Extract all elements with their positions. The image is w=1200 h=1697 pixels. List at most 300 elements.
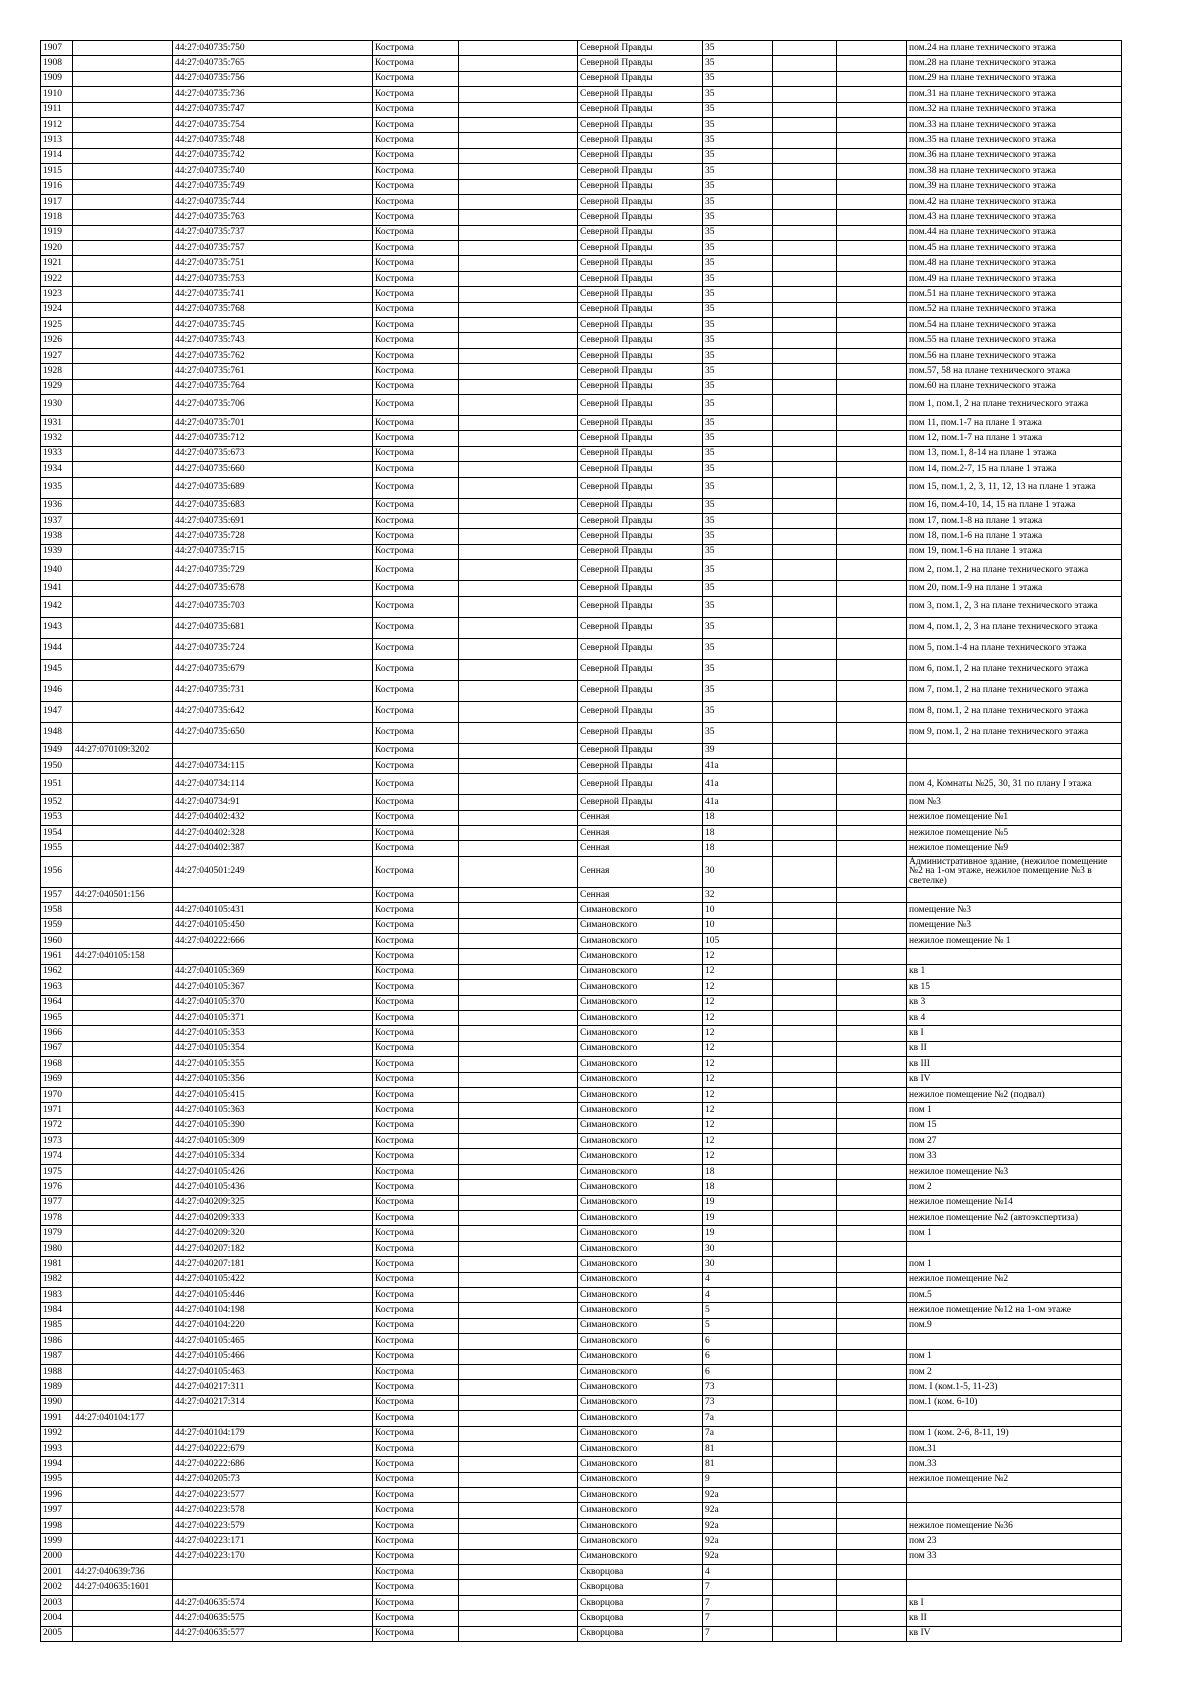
land-parcel-number-cell (73, 964, 173, 979)
empty-cell (459, 903, 578, 918)
land-parcel-number-cell (73, 1334, 173, 1349)
land-parcel-number-cell (73, 379, 173, 394)
empty-cell (773, 826, 837, 841)
table-row (41, 1272, 1122, 1287)
row-number-cell: 2000 (41, 1549, 73, 1564)
house-number-cell: 35 (703, 256, 773, 271)
cadastral-number-cell: 44:27:040735:753 (173, 271, 373, 286)
row-number-cell: 1917 (41, 194, 73, 209)
empty-cell (459, 1426, 578, 1441)
house-number-cell: 35 (703, 498, 773, 513)
city-cell: Кострома (373, 1595, 459, 1610)
house-number-cell: 35 (703, 415, 773, 430)
house-number-cell: 12 (703, 995, 773, 1010)
table-row (41, 1303, 1122, 1318)
house-number-cell: 35 (703, 617, 773, 638)
city-cell: Кострома (373, 498, 459, 513)
cadastral-number-cell: 44:27:040223:579 (173, 1518, 373, 1533)
land-parcel-number-cell (73, 477, 173, 498)
street-cell: Северной Правды (578, 529, 703, 544)
empty-cell (837, 225, 907, 240)
land-parcel-number-cell (73, 722, 173, 743)
city-cell: Кострома (373, 87, 459, 102)
land-parcel-number-cell (73, 701, 173, 722)
street-cell: Сенная (578, 887, 703, 902)
row-number-cell: 1969 (41, 1072, 73, 1087)
table-row (41, 680, 1122, 701)
empty-cell (773, 617, 837, 638)
empty-cell (773, 256, 837, 271)
row-number-cell: 1925 (41, 318, 73, 333)
empty-cell (773, 701, 837, 722)
premises-note-cell (907, 1241, 1122, 1256)
street-cell: Северной Правды (578, 680, 703, 701)
city-cell: Кострома (373, 980, 459, 995)
land-parcel-number-cell (73, 980, 173, 995)
empty-cell (773, 1488, 837, 1503)
land-parcel-number-cell: 44:27:040639:736 (73, 1565, 173, 1580)
table-row (41, 87, 1122, 102)
house-number-cell: 12 (703, 1010, 773, 1025)
row-number-cell: 1930 (41, 394, 73, 415)
land-parcel-number-cell (73, 431, 173, 446)
empty-cell (459, 1534, 578, 1549)
empty-cell (459, 41, 578, 56)
land-parcel-number-cell (73, 1087, 173, 1102)
empty-cell (459, 148, 578, 163)
empty-cell (773, 133, 837, 148)
street-cell: Северной Правды (578, 364, 703, 379)
table-row (41, 596, 1122, 617)
city-cell: Кострома (373, 1257, 459, 1272)
cadastral-number-cell: 44:27:040735:673 (173, 446, 373, 461)
land-parcel-number-cell (73, 1380, 173, 1395)
street-cell: Симановского (578, 1472, 703, 1487)
table-row (41, 995, 1122, 1010)
empty-cell (459, 964, 578, 979)
premises-note-cell: пом 14, пом.2-7, 15 на плане 1 этажа (907, 462, 1122, 477)
row-number-cell: 1970 (41, 1087, 73, 1102)
table-row (41, 1288, 1122, 1303)
street-cell: Симановского (578, 1303, 703, 1318)
empty-cell (837, 446, 907, 461)
cadastral-number-cell: 44:27:040734:115 (173, 758, 373, 773)
city-cell: Кострома (373, 1472, 459, 1487)
row-number-cell: 1953 (41, 810, 73, 825)
empty-cell (773, 918, 837, 933)
city-cell: Кострома (373, 1626, 459, 1641)
street-cell: Северной Правды (578, 560, 703, 581)
premises-note-cell: пом.24 на плане технического этажа (907, 41, 1122, 56)
row-number-cell: 1928 (41, 364, 73, 379)
city-cell: Кострома (373, 659, 459, 680)
street-cell: Симановского (578, 1288, 703, 1303)
land-parcel-number-cell (73, 446, 173, 461)
empty-cell (773, 117, 837, 132)
empty-cell (459, 617, 578, 638)
cadastral-number-cell: 44:27:040105:463 (173, 1364, 373, 1379)
empty-cell (459, 887, 578, 902)
cadastral-number-cell: 44:27:040105:426 (173, 1164, 373, 1179)
street-cell: Симановского (578, 1026, 703, 1041)
empty-cell (459, 1118, 578, 1133)
empty-cell (837, 903, 907, 918)
empty-cell (837, 1103, 907, 1118)
land-parcel-number-cell (73, 256, 173, 271)
premises-note-cell: пом 12, пом.1-7 на плане 1 этажа (907, 431, 1122, 446)
empty-cell (837, 1226, 907, 1241)
street-cell: Северной Правды (578, 415, 703, 430)
cadastral-number-cell: 44:27:040223:171 (173, 1534, 373, 1549)
street-cell: Симановского (578, 1411, 703, 1426)
city-cell: Кострома (373, 617, 459, 638)
cadastral-number-cell: 44:27:040104:179 (173, 1426, 373, 1441)
street-cell: Северной Правды (578, 758, 703, 773)
empty-cell (773, 415, 837, 430)
empty-cell (773, 271, 837, 286)
empty-cell (773, 934, 837, 949)
street-cell: Симановского (578, 1134, 703, 1149)
city-cell: Кострома (373, 513, 459, 528)
empty-cell (837, 117, 907, 132)
row-number-cell: 1988 (41, 1364, 73, 1379)
table-row (41, 1349, 1122, 1364)
premises-note-cell: пом.48 на плане технического этажа (907, 256, 1122, 271)
row-number-cell: 1951 (41, 774, 73, 795)
row-number-cell: 1966 (41, 1026, 73, 1041)
house-number-cell: 7 (703, 1595, 773, 1610)
cadastral-number-cell: 44:27:040735:761 (173, 364, 373, 379)
empty-cell (459, 1503, 578, 1518)
land-parcel-number-cell (73, 1426, 173, 1441)
city-cell: Кострома (373, 949, 459, 964)
table-row (41, 1072, 1122, 1087)
street-cell: Симановского (578, 995, 703, 1010)
street-cell: Северной Правды (578, 394, 703, 415)
empty-cell (459, 1195, 578, 1210)
empty-cell (837, 1211, 907, 1226)
street-cell: Сенная (578, 810, 703, 825)
empty-cell (773, 477, 837, 498)
house-number-cell: 35 (703, 581, 773, 596)
row-number-cell: 1947 (41, 701, 73, 722)
city-cell: Кострома (373, 934, 459, 949)
premises-note-cell (907, 758, 1122, 773)
street-cell: Сенная (578, 841, 703, 856)
row-number-cell: 1931 (41, 415, 73, 430)
empty-cell (837, 1595, 907, 1610)
house-number-cell: 35 (703, 56, 773, 71)
cadastral-number-cell: 44:27:040402:387 (173, 841, 373, 856)
row-number-cell: 1968 (41, 1057, 73, 1072)
house-number-cell: 35 (703, 462, 773, 477)
row-number-cell: 1940 (41, 560, 73, 581)
empty-cell (837, 826, 907, 841)
city-cell: Кострома (373, 102, 459, 117)
table-row (41, 194, 1122, 209)
empty-cell (459, 560, 578, 581)
land-parcel-number-cell (73, 1195, 173, 1210)
street-cell: Симановского (578, 949, 703, 964)
cadastral-number-cell: 44:27:040105:446 (173, 1288, 373, 1303)
empty-cell (773, 1472, 837, 1487)
empty-cell (837, 774, 907, 795)
cadastral-number-cell: 44:27:040501:249 (173, 856, 373, 887)
row-number-cell: 1944 (41, 638, 73, 659)
table-row (41, 841, 1122, 856)
empty-cell (459, 1103, 578, 1118)
premises-note-cell: пом 20, пом.1-9 на плане 1 этажа (907, 581, 1122, 596)
table-row (41, 1565, 1122, 1580)
cadastral-number-cell: 44:27:040735:678 (173, 581, 373, 596)
row-number-cell: 1941 (41, 581, 73, 596)
table-row (41, 581, 1122, 596)
land-parcel-number-cell (73, 1349, 173, 1364)
cadastral-number-cell: 44:27:040635:577 (173, 1626, 373, 1641)
empty-cell (837, 722, 907, 743)
cadastral-number-cell: 44:27:040735:763 (173, 210, 373, 225)
street-cell: Скворцова (578, 1611, 703, 1626)
empty-cell (459, 1087, 578, 1102)
empty-cell (773, 758, 837, 773)
land-parcel-number-cell (73, 117, 173, 132)
cadastral-number-cell: 44:27:040209:325 (173, 1195, 373, 1210)
house-number-cell: 35 (703, 659, 773, 680)
land-parcel-number-cell (73, 659, 173, 680)
empty-cell (459, 758, 578, 773)
empty-cell (773, 743, 837, 758)
cadastral-number-cell: 44:27:040105:431 (173, 903, 373, 918)
land-parcel-number-cell (73, 1488, 173, 1503)
street-cell: Северной Правды (578, 71, 703, 86)
row-number-cell: 1924 (41, 302, 73, 317)
row-number-cell: 1918 (41, 210, 73, 225)
land-parcel-number-cell (73, 513, 173, 528)
premises-note-cell: пом 4, Комнаты №25, 30, 31 по плану I этажа (907, 774, 1122, 795)
row-number-cell: 1950 (41, 758, 73, 773)
row-number-cell: 1932 (41, 431, 73, 446)
city-cell: Кострома (373, 1611, 459, 1626)
street-cell: Северной Правды (578, 164, 703, 179)
empty-cell (837, 1411, 907, 1426)
cadastral-number-cell: 44:27:040105:334 (173, 1149, 373, 1164)
empty-cell (837, 133, 907, 148)
premises-note-cell: кв 3 (907, 995, 1122, 1010)
premises-note-cell: пом.56 на плане технического этажа (907, 348, 1122, 363)
premises-note-cell: пом 2 (907, 1180, 1122, 1195)
table-row (41, 1103, 1122, 1118)
table-row (41, 477, 1122, 498)
street-cell: Симановского (578, 1518, 703, 1533)
premises-note-cell: пом 2 (907, 1364, 1122, 1379)
house-number-cell: 12 (703, 1149, 773, 1164)
street-cell: Северной Правды (578, 379, 703, 394)
house-number-cell: 4 (703, 1565, 773, 1580)
table-row (41, 56, 1122, 71)
house-number-cell: 6 (703, 1364, 773, 1379)
empty-cell (773, 1457, 837, 1472)
street-cell: Северной Правды (578, 348, 703, 363)
empty-cell (773, 1380, 837, 1395)
house-number-cell: 35 (703, 379, 773, 394)
table-row (41, 856, 1122, 887)
premises-note-cell: нежилое помещение №2 (907, 1272, 1122, 1287)
premises-note-cell: пом 1 (907, 1349, 1122, 1364)
empty-cell (837, 379, 907, 394)
city-cell: Кострома (373, 394, 459, 415)
empty-cell (837, 241, 907, 256)
empty-cell (837, 1364, 907, 1379)
table-row (41, 980, 1122, 995)
street-cell: Симановского (578, 1195, 703, 1210)
land-parcel-number-cell (73, 1057, 173, 1072)
empty-cell (459, 1595, 578, 1610)
street-cell: Симановского (578, 1318, 703, 1333)
house-number-cell: 7а (703, 1411, 773, 1426)
row-number-cell: 1971 (41, 1103, 73, 1118)
empty-cell (459, 394, 578, 415)
cadastral-number-cell: 44:27:040735:743 (173, 333, 373, 348)
cadastral-number-cell: 44:27:040735:764 (173, 379, 373, 394)
city-cell: Кострома (373, 1272, 459, 1287)
empty-cell (837, 743, 907, 758)
empty-cell (459, 1241, 578, 1256)
empty-cell (773, 1364, 837, 1379)
cadastral-number-cell: 44:27:040735:756 (173, 71, 373, 86)
empty-cell (459, 841, 578, 856)
empty-cell (773, 774, 837, 795)
premises-note-cell: пом 15, пом.1, 2, 3, 11, 12, 13 на плане 1 этажа (907, 477, 1122, 498)
row-number-cell: 1952 (41, 795, 73, 810)
house-number-cell: 18 (703, 826, 773, 841)
empty-cell (773, 148, 837, 163)
empty-cell (459, 659, 578, 680)
empty-cell (773, 1272, 837, 1287)
premises-note-cell: нежилое помещение №9 (907, 841, 1122, 856)
empty-cell (837, 1195, 907, 1210)
table-row (41, 117, 1122, 132)
empty-cell (837, 995, 907, 1010)
cadastral-number-cell: 44:27:040222:686 (173, 1457, 373, 1472)
land-parcel-number-cell (73, 810, 173, 825)
premises-note-cell: пом 13, пом.1, 8-14 на плане 1 этажа (907, 446, 1122, 461)
house-number-cell: 19 (703, 1226, 773, 1241)
empty-cell (773, 1087, 837, 1102)
street-cell: Северной Правды (578, 210, 703, 225)
street-cell: Северной Правды (578, 743, 703, 758)
cadastral-number-cell: 44:27:040735:749 (173, 179, 373, 194)
land-parcel-number-cell (73, 1134, 173, 1149)
table-row (41, 1180, 1122, 1195)
empty-cell (459, 1611, 578, 1626)
row-number-cell: 1908 (41, 56, 73, 71)
street-cell: Северной Правды (578, 446, 703, 461)
table-row (41, 1364, 1122, 1379)
city-cell: Кострома (373, 1380, 459, 1395)
row-number-cell: 1990 (41, 1395, 73, 1410)
city-cell: Кострома (373, 918, 459, 933)
house-number-cell: 35 (703, 148, 773, 163)
empty-cell (773, 795, 837, 810)
city-cell: Кострома (373, 903, 459, 918)
city-cell: Кострома (373, 1364, 459, 1379)
row-number-cell: 1965 (41, 1010, 73, 1025)
empty-cell (773, 841, 837, 856)
cadastral-number-cell: 44:27:040105:354 (173, 1041, 373, 1056)
cadastral-number-cell: 44:27:040635:574 (173, 1595, 373, 1610)
empty-cell (773, 856, 837, 887)
table-row (41, 1134, 1122, 1149)
empty-cell (773, 333, 837, 348)
table-row (41, 415, 1122, 430)
table-row (41, 364, 1122, 379)
empty-cell (459, 194, 578, 209)
cadastral-number-cell: 44:27:040735:744 (173, 194, 373, 209)
house-number-cell: 35 (703, 680, 773, 701)
land-parcel-number-cell (73, 1364, 173, 1379)
empty-cell (773, 1349, 837, 1364)
empty-cell (459, 949, 578, 964)
cadastral-number-cell: 44:27:040735:729 (173, 560, 373, 581)
empty-cell (837, 758, 907, 773)
cadastral-number-cell: 44:27:040105:466 (173, 1349, 373, 1364)
city-cell: Кострома (373, 774, 459, 795)
house-number-cell: 7 (703, 1626, 773, 1641)
city-cell: Кострома (373, 256, 459, 271)
land-parcel-number-cell (73, 1626, 173, 1641)
empty-cell (459, 638, 578, 659)
premises-note-cell: пом 2, пом.1, 2 на плане технического этажа (907, 560, 1122, 581)
premises-note-cell: Административное здание, (нежилое помещение №2 на 1-ом этаже, нежилое помещение №3 в светелке) (907, 856, 1122, 887)
empty-cell (837, 1272, 907, 1287)
empty-cell (837, 964, 907, 979)
house-number-cell: 81 (703, 1441, 773, 1456)
street-cell: Северной Правды (578, 513, 703, 528)
row-number-cell: 1923 (41, 287, 73, 302)
house-number-cell: 35 (703, 544, 773, 559)
land-parcel-number-cell (73, 225, 173, 240)
land-parcel-number-cell (73, 1288, 173, 1303)
city-cell: Кострома (373, 1503, 459, 1518)
city-cell: Кострома (373, 1518, 459, 1533)
premises-note-cell: нежилое помещение №14 (907, 1195, 1122, 1210)
city-cell: Кострома (373, 1041, 459, 1056)
empty-cell (837, 41, 907, 56)
street-cell: Северной Правды (578, 774, 703, 795)
city-cell: Кострома (373, 826, 459, 841)
empty-cell (837, 638, 907, 659)
empty-cell (773, 1026, 837, 1041)
table-row (41, 659, 1122, 680)
empty-cell (773, 1164, 837, 1179)
empty-cell (837, 544, 907, 559)
street-cell: Симановского (578, 1488, 703, 1503)
row-number-cell: 1999 (41, 1534, 73, 1549)
empty-cell (773, 1288, 837, 1303)
land-parcel-number-cell (73, 87, 173, 102)
empty-cell (459, 1457, 578, 1472)
land-parcel-number-cell (73, 581, 173, 596)
empty-cell (773, 1411, 837, 1426)
house-number-cell: 35 (703, 133, 773, 148)
house-number-cell: 12 (703, 1057, 773, 1072)
premises-note-cell (907, 949, 1122, 964)
street-cell: Симановского (578, 903, 703, 918)
land-parcel-number-cell (73, 287, 173, 302)
land-parcel-number-cell (73, 333, 173, 348)
empty-cell (459, 995, 578, 1010)
cadastral-number-cell: 44:27:040222:679 (173, 1441, 373, 1456)
